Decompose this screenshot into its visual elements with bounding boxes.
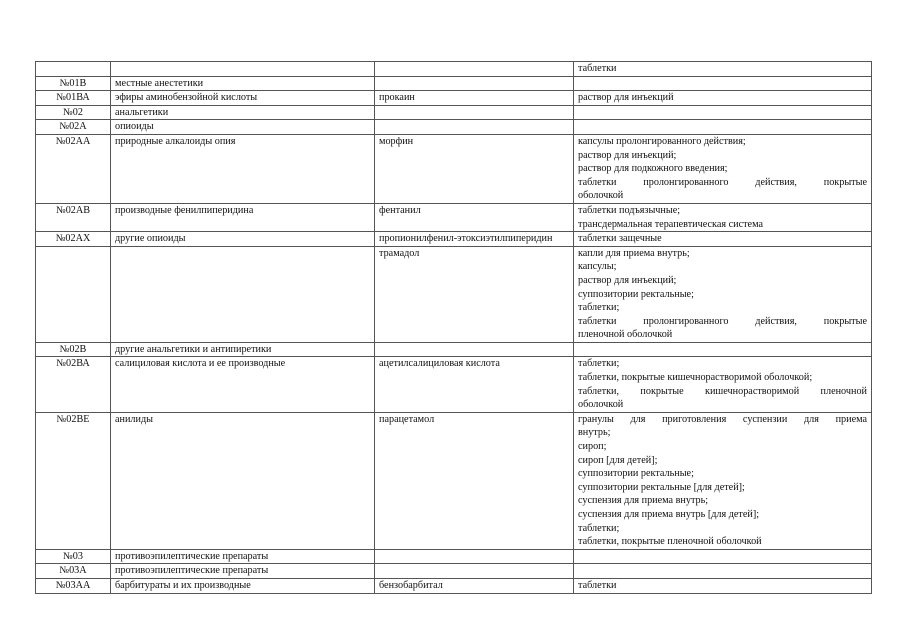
dosage-form-line: таблетки, покрытые пленочной оболочкой [578, 536, 762, 548]
group-name-cell [111, 246, 375, 342]
atc-code-cell: №02АХ [36, 232, 111, 247]
group-name-cell: природные алкалоиды опия [111, 134, 375, 203]
atc-code-cell: №02А [36, 120, 111, 135]
table-row [36, 62, 872, 77]
dosage-form-line: оболочкой [578, 399, 624, 411]
dosage-forms-cell [574, 62, 872, 77]
drug-name-cell [375, 105, 574, 120]
atc-code-cell: №03 [36, 549, 111, 564]
dosage-form-line: таблетки защечные [578, 233, 662, 245]
group-name-cell: другие опиоиды [111, 232, 375, 247]
table-row [36, 357, 872, 412]
table-row [36, 203, 872, 231]
drug-table [35, 61, 872, 594]
dosage-form-line: таблетки [578, 579, 617, 591]
dosage-form-line: таблетки пролонгированного действия, покрытые [578, 176, 867, 188]
table-row [36, 412, 872, 549]
atc-code-cell [36, 62, 111, 77]
atc-code-cell [36, 246, 111, 342]
dosage-form-line: таблетки [578, 63, 617, 74]
dosage-form-line: таблетки, покрытые кишечнорастворимой пленочной [578, 385, 867, 397]
dosage-form-line: таблетки пролонгированного действия, покрытые [578, 315, 867, 327]
dosage-form-line: таблетки; [578, 358, 620, 370]
group-name-cell: анальгетики [111, 105, 375, 120]
dosage-form-line: таблетки, покрытые кишечнорастворимой оболочкой; [578, 372, 813, 384]
drug-name-cell: морфин [375, 134, 574, 203]
dosage-forms-cell [574, 120, 872, 135]
dosage-form-line: раствор для подкожного введения; [578, 163, 728, 175]
drug-name-cell [375, 564, 574, 579]
group-name-cell: эфиры аминобензойной кислоты [111, 91, 375, 106]
atc-code-cell: №02АА [36, 134, 111, 203]
dosage-forms-cell [574, 246, 872, 342]
dosage-form-line: раствор для инъекций; [578, 149, 677, 161]
dosage-forms-cell [574, 342, 872, 357]
dosage-form-line: капсулы пролонгированного действия; [578, 135, 746, 147]
dosage-form-line: раствор для инъекций [578, 92, 674, 104]
dosage-forms-cell [574, 549, 872, 564]
drug-name-cell: пропионилфенил-этоксиэтилпиперидин [375, 232, 574, 247]
table-row [36, 232, 872, 247]
dosage-forms-cell [574, 91, 872, 106]
table-row [36, 342, 872, 357]
group-name-cell: анилиды [111, 412, 375, 549]
dosage-form-line: капли для приема внутрь; [578, 247, 690, 259]
group-name-cell: производные фенилпиперидина [111, 203, 375, 231]
dosage-forms-cell [574, 76, 872, 91]
drug-name-cell: ацетилсалициловая кислота [375, 357, 574, 412]
drug-name-cell [375, 342, 574, 357]
dosage-forms-cell [574, 105, 872, 120]
dosage-form-line: трансдермальная терапевтическая система [578, 218, 763, 230]
dosage-forms-cell [574, 232, 872, 247]
dosage-forms-cell [574, 357, 872, 412]
group-name-cell: барбитураты и их производные [111, 578, 375, 593]
drug-name-cell [375, 549, 574, 564]
table-row [36, 105, 872, 120]
table-row [36, 91, 872, 106]
table-row [36, 76, 872, 91]
drug-name-cell: прокаин [375, 91, 574, 106]
dosage-forms-cell [574, 134, 872, 203]
dosage-form-line: таблетки; [578, 302, 620, 314]
drug-name-cell: парацетамол [375, 412, 574, 549]
group-name-cell: противоэпилептические препараты [111, 564, 375, 579]
dosage-forms-cell [574, 412, 872, 549]
atc-code-cell: №02ВЕ [36, 412, 111, 549]
atc-code-cell: №03АА [36, 578, 111, 593]
dosage-form-line: сироп [для детей]; [578, 454, 658, 466]
dosage-forms-cell [574, 203, 872, 231]
dosage-form-line: пленочной оболочкой [578, 329, 673, 341]
dosage-form-line: внутрь; [578, 427, 611, 439]
atc-code-cell: №01В [36, 76, 111, 91]
drug-table-body [36, 62, 872, 594]
table-row [36, 549, 872, 564]
dosage-form-line: суппозитории ректальные; [578, 288, 694, 300]
table-row [36, 564, 872, 579]
dosage-form-line: таблетки подъязычные; [578, 204, 681, 216]
dosage-forms-cell [574, 564, 872, 579]
atc-code-cell: №02ВА [36, 357, 111, 412]
dosage-form-line: сироп; [578, 441, 607, 453]
table-row [36, 120, 872, 135]
drug-name-cell [375, 76, 574, 91]
atc-code-cell: №02 [36, 105, 111, 120]
dosage-form-line: оболочкой [578, 190, 624, 202]
drug-name-cell [375, 120, 574, 135]
dosage-form-line: гранулы для приготовления суспензии для приема [578, 413, 867, 425]
group-name-cell [111, 62, 375, 77]
atc-code-cell: №02В [36, 342, 111, 357]
atc-code-cell: №02АВ [36, 203, 111, 231]
dosage-form-line: таблетки; [578, 522, 620, 534]
group-name-cell: другие анальгетики и антипиретики [111, 342, 375, 357]
table-row [36, 134, 872, 203]
dosage-form-line: суппозитории ректальные [для детей]; [578, 481, 745, 493]
drug-name-cell: фентанил [375, 203, 574, 231]
drug-name-cell: трамадол [375, 246, 574, 342]
drug-name-cell: бензобарбитал [375, 578, 574, 593]
group-name-cell: местные анестетики [111, 76, 375, 91]
dosage-form-line: суспензия для приема внутрь; [578, 495, 709, 507]
dosage-form-line: раствор для инъекций; [578, 274, 677, 286]
dosage-form-line: капсулы; [578, 261, 617, 273]
atc-code-cell: №03А [36, 564, 111, 579]
dosage-forms-cell [574, 578, 872, 593]
group-name-cell: салициловая кислота и ее производные [111, 357, 375, 412]
dosage-form-line: суспензия для приема внутрь [для детей]; [578, 509, 760, 520]
group-name-cell: опиоиды [111, 120, 375, 135]
drug-name-cell [375, 62, 574, 77]
table-row [36, 246, 872, 342]
table-row [36, 578, 872, 593]
group-name-cell: противоэпилептические препараты [111, 549, 375, 564]
dosage-form-line: суппозитории ректальные; [578, 468, 694, 480]
atc-code-cell: №01ВА [36, 91, 111, 106]
